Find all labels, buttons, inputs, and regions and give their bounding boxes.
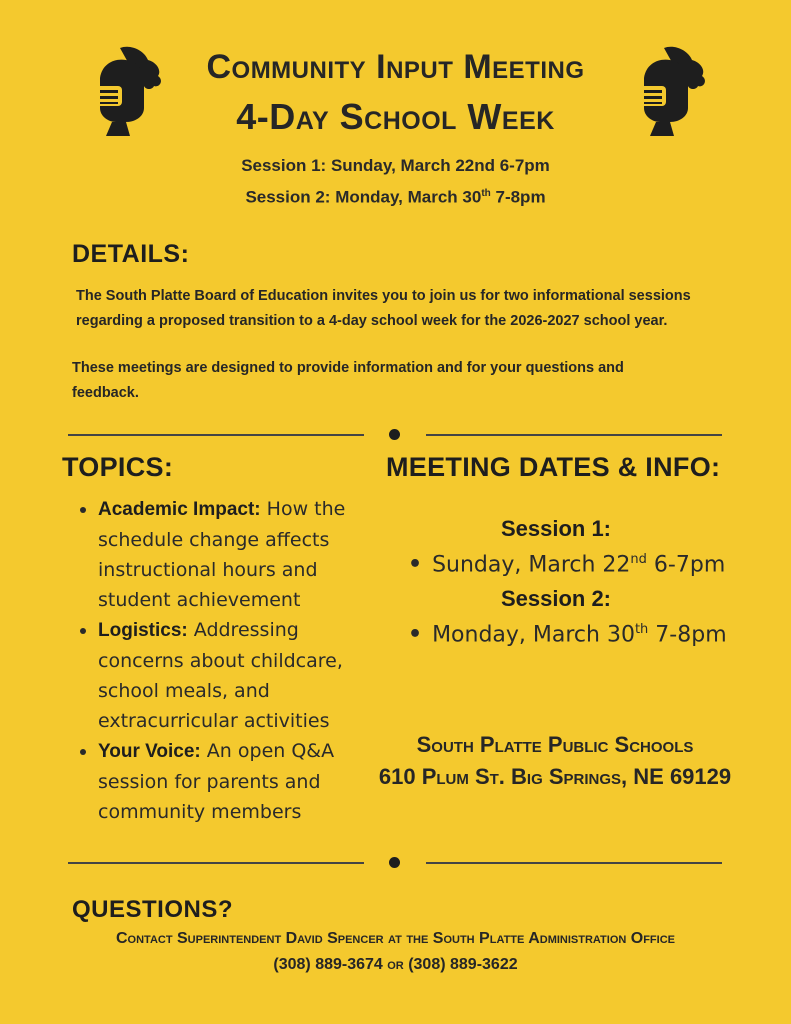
meeting-heading: MEETING DATES & INFO: <box>386 452 721 482</box>
details-paragraph-1: The South Platte Board of Education invites you to join us for two informational sessions regarding a proposed transition to a 4-day school week for the 2026-2027 school year. <box>76 288 691 329</box>
session-2-date: • Monday, March 30th 7-8pm <box>408 622 727 648</box>
list-item: • Your Voice: An open Q&A session for parents and community members <box>98 736 388 827</box>
session-2-summary: Session 2: Monday, March 30th 7-8pm <box>245 187 546 207</box>
contact-phone: (308) 889-3674 or (308) 889-3622 <box>273 956 518 973</box>
page-title: Community Input Meeting <box>206 48 585 86</box>
session-1-summary: Session 1: Sunday, March 22nd 6-7pm <box>241 156 550 175</box>
session-summary <box>0 152 791 212</box>
topics-list <box>76 494 388 827</box>
details-heading: DETAILS: <box>72 240 190 268</box>
list-item: • Academic Impact: How the schedule change affects instructional hours and student achievement <box>98 494 388 615</box>
session-1-label: Session 1: <box>500 516 612 541</box>
section-divider <box>68 428 722 442</box>
topics-heading: TOPICS: <box>62 452 174 482</box>
page-subtitle: 4-Day School Week <box>236 96 555 137</box>
section-divider <box>68 856 722 870</box>
school-address: 610 Plum St. Big Springs, NE 69129 <box>378 764 732 789</box>
session-2-label: Session 2: <box>500 586 612 611</box>
details-paragraph-2: These meetings are designed to provide information and for your questions and feedback. <box>72 360 624 401</box>
questions-heading: QUESTIONS? <box>72 896 234 923</box>
knight-helmet-icon <box>630 44 710 140</box>
contact-line: Contact Superintendent David Spencer at the South Platte Administration Office <box>115 930 675 947</box>
session-1-date: • Sunday, March 22nd 6-7pm <box>408 552 726 578</box>
list-item: • Logistics: Addressing concerns about childcare, school meals, and extracurricular activities <box>98 615 388 736</box>
school-name: South Platte Public Schools <box>416 732 694 757</box>
